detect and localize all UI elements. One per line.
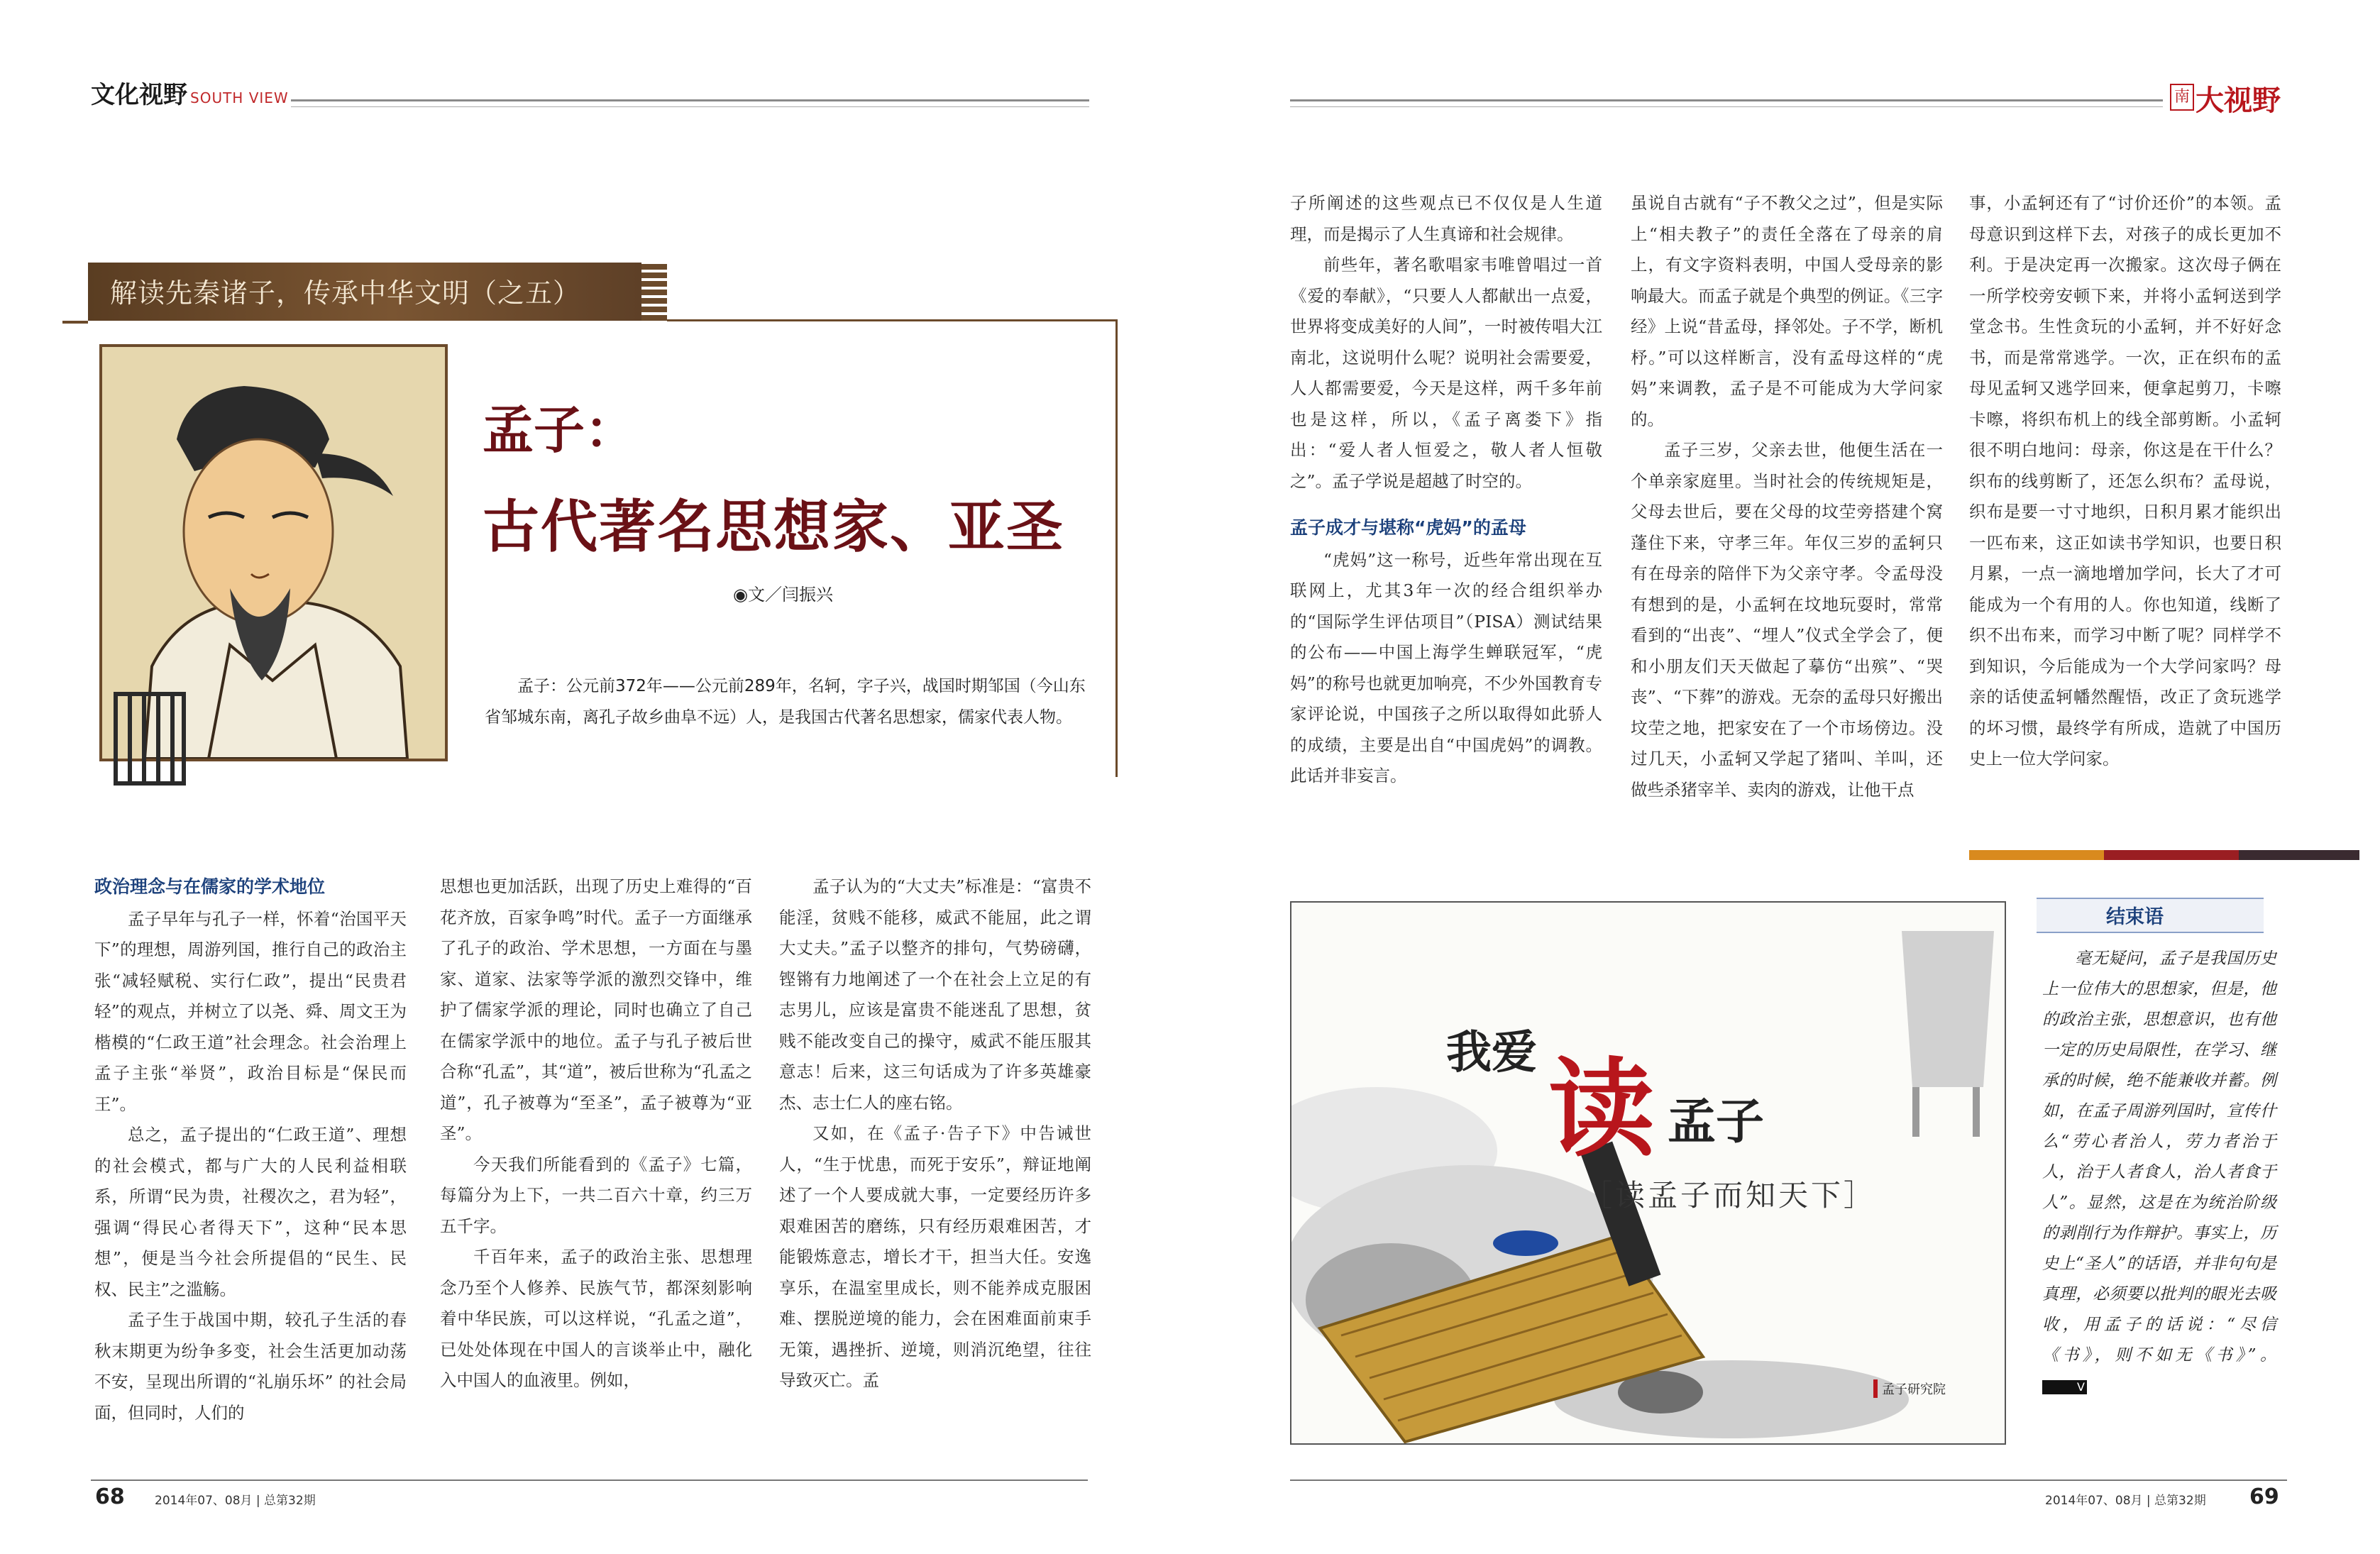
divider-bar-orange <box>1969 850 2104 860</box>
article-title-line2: 古代著名思想家、亚圣 <box>483 494 1064 560</box>
left-column-1 <box>94 871 407 1428</box>
ad-line1: 我爱 <box>1446 1027 1537 1079</box>
right-page-number: 69 <box>2249 1484 2279 1509</box>
paragraph: “虎妈”这一称号，近些年常出现在互联网上，尤其3年一次的经合组织举办的“国际学生评估项目”（PISA）测试结果的公布——中国上海学生蝉联冠军，“虎妈”的称号也就更加响亮，不少外国教育专家评论说，中国孩子之所以取得如此骄人的成绩，主要是出自“中国虎妈”的调教。此话并非妄言。 <box>1290 549 1602 786</box>
paragraph: 孟子三岁，父亲去世，他便生活在一个单亲家庭里。当时社会的传统规矩是，父母去世后，要在父母的坟茔旁搭建个窝蓬住下来，守孝三年。年仅三岁的孟轲只有在母亲的陪伴下为父亲守孝。令孟母没有想到的是，小孟轲在坟地玩耍时，常常看到的“出丧”、“埋人”仪式全学会了，便和小朋友们天天做起了摹仿“出殡”、“哭丧”、“下葬”的游戏。无奈的孟母只好搬出坟茔之地，把家安在了一个市场傍边。没过几天，小孟轲又学起了猪叫、羊叫，还做些杀猪宰羊、卖肉的游戏，让他干点 <box>1631 440 1943 800</box>
paragraph: 虽说自古就有“子不教父之过”，但是实际上“相夫教子”的责任全落在了母亲的肩上，有文字资料表明，中国人受母亲的影响最大。而孟子就是个典型的例证。《三字经》上说“昔孟母，择邻处。子不学，断机杼。”可以这样断言，没有孟母这样的“虎妈”来调教，孟子是不可能成为大学问家的。 <box>1631 193 1943 429</box>
banner-ornament <box>641 263 667 321</box>
left-header-sub: SOUTH VIEW <box>190 89 289 106</box>
byline: ◉文／闫振兴 <box>733 585 833 605</box>
divider-bar-dark <box>2239 850 2359 860</box>
paragraph: 总之，孟子提出的“仁政王道”、理想的社会模式，都与广大的人民利益相联系，所谓“民为贵，社稷次之，君为轻”，强调“得民心者得天下”，这种“民本思想”，便是当今社会所提倡的“民生、民权、民主”之滥觞。 <box>94 1125 407 1299</box>
left-footer-rule <box>91 1479 1088 1481</box>
left-header-rule-thin <box>291 106 1089 107</box>
paragraph: 思想也更加活跃，出现了历史上难得的“百花齐放，百家争鸣”时代。孟子一方面继承了孔子的政治、学术思想，一方面在与墨家、道家、法家等学派的激烈交锋中，维护了儒家学派的理论，同时也确立了自己在儒家学派中的地位。孟子与孔子被后世合称“孔孟”，其“道”，被后世称为“孔孟之道”，孔子被尊为“至圣”，孟子被尊为“亚圣”。 <box>440 876 752 1143</box>
end-mark: V <box>2042 1380 2087 1394</box>
left-column-2 <box>440 871 752 1396</box>
right-column-1 <box>1290 188 1602 792</box>
left-header-rule <box>291 99 1089 101</box>
paragraph: 千百年来，孟子的政治主张、思想理念乃至个人修养、民族气节，都深刻影响着中华民族，可以这样说，“孔孟之道”，已处处体现在中国人的言谈举止中，融化入中国人的血液里。例如， <box>440 1247 752 1390</box>
series-banner-text: 解读先秦诸子，传承中华文明（之五） <box>110 277 581 309</box>
conclusion-text-wrap <box>2042 944 2276 1401</box>
right-header-title: 大视野 <box>2196 84 2281 117</box>
knot-ornament <box>114 692 186 786</box>
ad-subtitle: ［读孟子而知天下］ <box>1582 1178 1877 1213</box>
paragraph: 今天我们所能看到的《孟子》七篇，每篇分为上下，一共二百六十章，约三万五千字。 <box>440 1154 752 1236</box>
paragraph: 子所阐述的这些观点已不仅仅是人生道理，而是揭示了人生真谛和社会规律。 <box>1290 193 1602 244</box>
divider-bar-red <box>2104 850 2239 860</box>
right-issue-info: 2014年07、08月 | 总第32期 <box>2045 1494 2206 1508</box>
conclusion-text: 毫无疑问，孟子是我国历史上一位伟大的思想家，但是，他的政治主张，思想意识，也有他一定的历史局限性，在学习、继承的时候，绝不能兼收并蓄。例如，在孟子周游列国时，宣传什么“劳心者治人，劳力者治于人，治于人者食人，治人者食于人”。显然，这是在为统治阶级的剥削行为作辩护。事实上，历史上“圣人”的话语，并非句句是真理，必须要以批判的眼光去吸收，用孟子的话说：“尽信《书》，则不如无《书》”。 <box>2042 949 2276 1365</box>
paragraph: 孟子认为的“大丈夫”标准是：“富贵不能淫，贫贱不能移，威武不能屈，此之谓大丈夫。”孟子以整齐的排句，气势磅礴，铿锵有力地阐述了一个在社会上立足的有志男儿，应该是富贵不能迷乱了思想，贫贱不能改变自己的操守，威武不能压服其意志！后来，这三句话成为了许多英雄豪杰、志士仁人的座右铭。 <box>779 876 1091 1113</box>
ad-line2: 孟子 <box>1668 1094 1765 1150</box>
right-frame-vline <box>1115 319 1118 777</box>
right-column-3 <box>1969 188 2281 775</box>
paragraph: 事，小孟轲还有了“讨价还价”的本领。孟母意识到这样下去，对孩子的成长更加不利。于是决定再一次搬家。这次母子俩在一所学校旁安顿下来，并将小孟轲送到学堂念书。生性贪玩的小孟轲，并不好好念书，而是常常逃学。一次，正在织布的孟母见孟轲又逃学回来，便拿起剪刀，卡嚓卡嚓，将织布机上的线全部剪断。小孟轲很不明白地问：母亲，你这是在干什么？织布的线剪断了，还怎么织布？孟母说，织布是要一寸寸地织，日积月累才能织出一匹布来，这正如读书学知识，也要日积月累，一点一滴地增加学问，长大了才可能成为一个有用的人。你也知道，线断了织不出布来，而学习中断了呢？同样学不到知识，今后能成为一个大学问家吗？母亲的话使孟轲幡然醒悟，改正了贪玩逃学的坏习惯，最终学有所成，造就了中国历史上一位大学问家。 <box>1969 193 2281 768</box>
right-frame-line <box>667 319 1118 321</box>
paragraph: 孟子早年与孔子一样，怀着“治国平天下”的理想，周游列国，推行自己的政治主张“减轻赋税、实行仁政”，提出“民贵君轻”的观点，并树立了以尧、舜、周文王为楷模的“仁政王道”社会理念。社会治理上孟子主张“举贤”，政治目标是“保民而王”。 <box>94 908 407 1114</box>
paragraph: 孟子生于战国中期，较孔子生活的春秋末期更为纷争多变，社会生活更加动荡不安，呈现出所谓的“礼崩乐坏” 的社会局面，但同时，人们的 <box>94 1310 407 1423</box>
left-column-3 <box>779 871 1091 1396</box>
right-column-2 <box>1631 188 1943 805</box>
ad-box <box>1290 901 2006 1445</box>
right-footer-rule <box>1290 1479 2287 1481</box>
left-page-number: 68 <box>95 1484 125 1509</box>
article-title-line1: 孟子： <box>483 400 637 460</box>
left-header-title: 文化视野 <box>91 81 187 109</box>
right-header-rule <box>1290 99 2163 101</box>
right-header-rule-thin <box>1290 106 2163 107</box>
intro-text: 孟子：公元前372年——公元前289年，名轲，字子兴，战国时期邹国（今山东省邹城东南，离孔子故乡曲阜不远）人，是我国古代著名思想家，儒家代表人物。 <box>485 677 1086 727</box>
ad-seal-text: 孟子研究院 <box>1873 1379 1946 1398</box>
section-heading-tiger-mom: 孟子成才与堪称“虎妈”的孟母 <box>1290 517 1526 538</box>
ad-big-char: 读 <box>1548 1047 1655 1172</box>
paragraph: 又如，在《孟子·告子下》中告诫世人，“生于忧患，而死于安乐”，辩证地阐述了一个人要成就大事，一定要经历许多艰难困苦的磨练，只有经历艰难困苦，才能锻炼意志，增长才干，担当大任。安逸享乐，在温室里成长，则不能养成克服困难、摆脱逆境的能力，会在困难面前束手无策，遇挫折、逆境，则消沉绝望，往往导致灭亡。孟 <box>779 1123 1091 1390</box>
section-heading-politics: 政治理念与在儒家的学术地位 <box>94 876 326 897</box>
right-header-badge: 南 <box>2170 84 2194 111</box>
paragraph: 前些年，著名歌唱家韦唯曾唱过一首《爱的奉献》，“只要人人都献出一点爱，世界将变成美好的人间”，一时被传唱大江南北，这说明什么呢？说明社会需要爱，人人都需要爱，今天是这样，两千多年前也是这样，所以，《孟子离娄下》指出：“爱人者人恒爱之，敬人者人恒敬之”。孟子学说是超越了时空的。 <box>1290 255 1602 491</box>
left-issue-info: 2014年07、08月 | 总第32期 <box>155 1494 316 1508</box>
left-frame-line <box>62 321 88 324</box>
conclusion-title: 结束语 <box>2106 906 2164 928</box>
